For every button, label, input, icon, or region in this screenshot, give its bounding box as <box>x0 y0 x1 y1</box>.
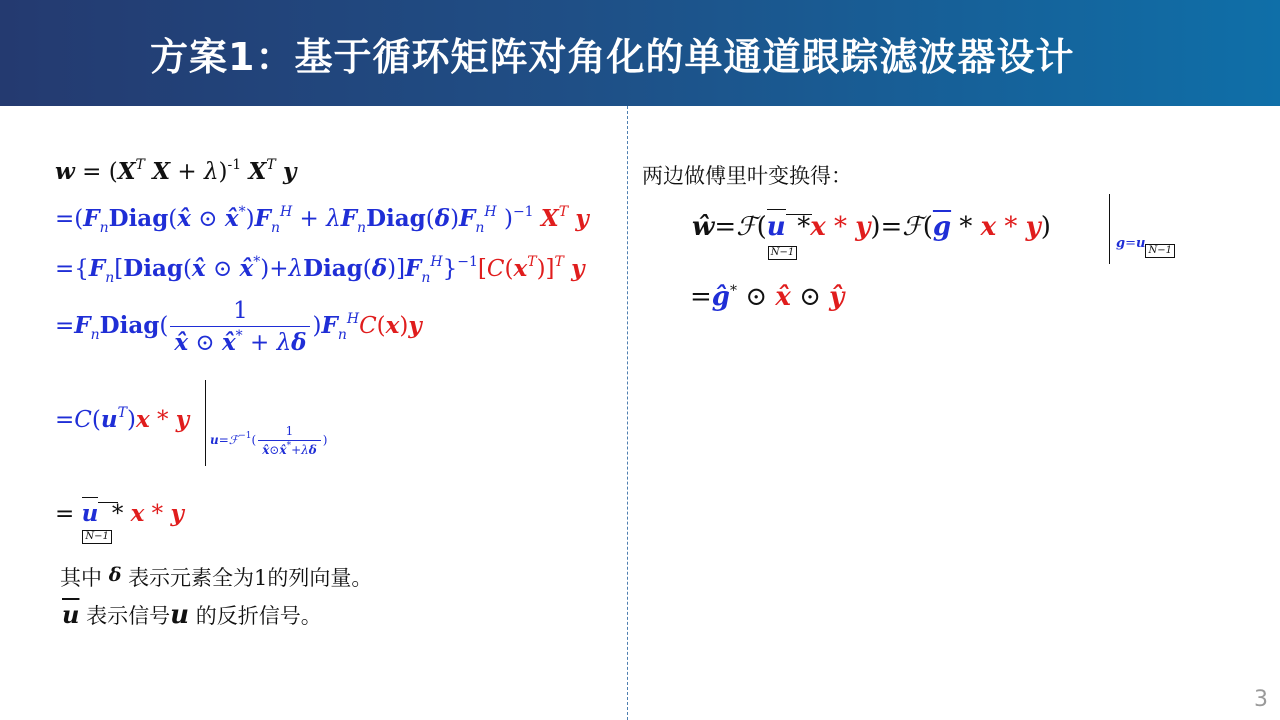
u-symbol: u <box>170 600 190 630</box>
evaluation-subscript-left: u=ℱ$^{-1}$( $\frac{1}{x̂⊙x̂^*+\lambda\delta}$ ) <box>210 424 328 457</box>
note-u <box>62 600 322 630</box>
slide-title: 方案1：基于循环矩阵对角化的单通道跟踪滤波器设计 <box>150 35 1075 79</box>
equation-line-2: $=(F_nDiag(x̂$ ⊙ $x̂^*)F_n^H$ + $\lambda F_nDiag(\delta)F_n^H$ )$^{-1}$ $X^T$ y <box>55 204 589 236</box>
u-bar-symbol: $\overline{u}$ <box>62 600 80 629</box>
evaluation-subscript-right: g=u N−1 <box>1116 236 1175 258</box>
equation-right-1: ŵ=ℱ(uN−1*x * $y)=ℱ(\overline{g} * x * y)$ <box>692 212 1051 242</box>
evaluation-bar-left <box>205 380 206 466</box>
equation-line-1: $w = (X^T$ X + λ)$^{-1}$ $X^T$ y <box>55 157 297 185</box>
title-bar <box>0 0 1280 106</box>
page-number: 3 <box>1254 687 1268 712</box>
note-delta-prefix: 其中 <box>60 566 102 590</box>
delta-symbol: δ <box>108 564 122 586</box>
note-u-middle: 表示信号 <box>86 604 171 628</box>
note-delta <box>60 562 372 592</box>
evaluation-bar-right <box>1109 194 1110 264</box>
equation-line-4: $=F_nDiag$( $\frac{1}{x̂ ⊙ x̂^* + \lambda\delta}$ )$F_n^HC(x)y$ <box>55 298 422 356</box>
fourier-intro-text: 两边做傅里叶变换得： <box>642 164 852 188</box>
equation-line-3: $=\{F_n[Diag(x̂$ ⊙ $x̂^*)+\lambda Diag(\delta)]F_n^H\}^{-1}[C(x^T)]^T$ y <box>55 254 585 286</box>
column-divider <box>627 106 628 720</box>
equation-line-6: = uN−1* x * y <box>55 500 184 527</box>
note-delta-suffix: 表示元素全为1的列向量。 <box>128 566 373 590</box>
equation-line-5: $=C(u^T)x * y$ <box>55 405 190 433</box>
equation-right-2: =ĝ* ⊙ x̂ ⊙ ŷ <box>690 282 845 312</box>
note-u-suffix: 的反折信号。 <box>195 604 322 628</box>
